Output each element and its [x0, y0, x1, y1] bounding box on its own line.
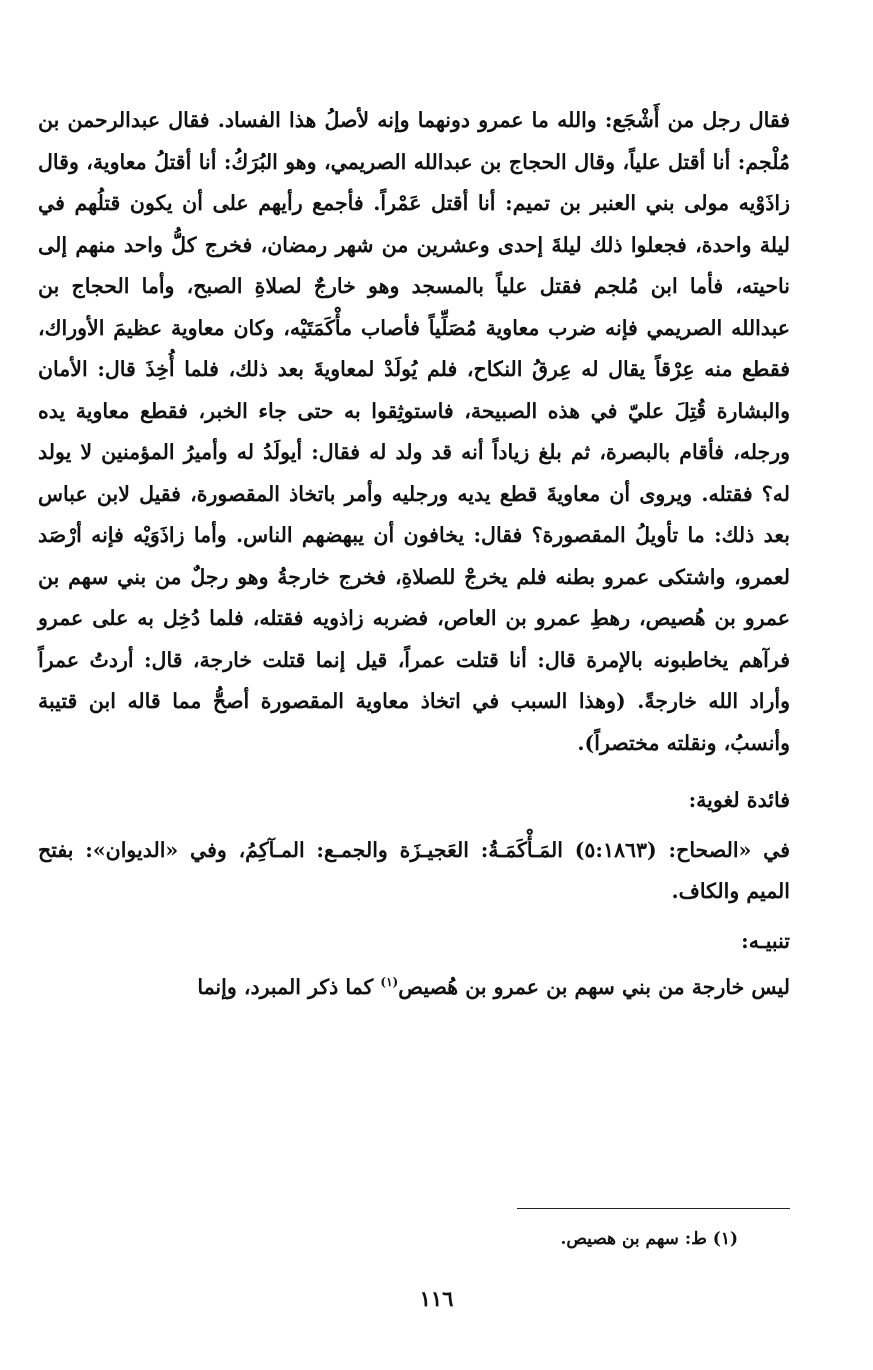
- footnote: (١) ط: سهم بن هصيص.: [560, 1229, 738, 1249]
- paragraph-caution-text-1: ليس خارجة من بني سهم بن عمرو بن هُصيص: [398, 974, 790, 999]
- page-number: ١١٦: [419, 1286, 454, 1311]
- page-body: [38, 100, 790, 1008]
- paragraph-main: فقال رجل من أَشْجَع: والله ما عمرو دونهما وإنه لأصلُ هذا الفساد. فقال عبدالرحمن بن مُلْجم: أنا أقتل علياً، وقال الحجاج بن عبدالله الصريمي، وهو البُرَكُ: أنا أقتلُ معاوية، وقال زاذَوْيه مولى بني العنبر بن تميم: أنا أقتل عَمْراً. فأجمع رأيهم على أن يكون قتلُهم في ليلة واحدة، فجعلوا ذلك ليلةَ إحدى وعشرين من شهر رمضان، فخرج كلُّ واحد منهم إلى ناحيته، فأما ابن مُلجم فقتل علياً بالمسجد وهو خارجٌ لصلاةِ الصبح، وأما الحجاج بن عبدالله الصريمي فإنه ضرب معاوية مُصَلِّياً فأصاب مأْكَمَتَيْه، وكان معاوية عظيمَ الأوراك، فقطع منه عِرْقاً يقال له عِرقُ النكاح، فلم يُولَدْ لمعاويةَ بعد ذلك، فلما أُخِذَ قال: الأمان والبشارة قُتِلَ عليّ في هذه الصبيحة، فاستوثِقوا به حتى جاء الخبر، فقطع معاوية يده ورجله، فأقام بالبصرة، ثم بلغ زياداً أنه قد ولد له فقال: أيولَدُ له وأميرُ المؤمنين لا يولد له؟ فقتله. ويروى أن معاويةَ قطع يديه ورجليه وأمر باتخاذ المقصورة، فقيل لابن عباس بعد ذلك: ما تأويلُ المقصورة؟ فقال: يخافون أن يبهضهم الناس. وأما زاذَوَيْه فإنه أرْصَد لعمرو، واشتكى عمرو بطنه فلم يخرجْ للصلاةِ، فخرج خارجةُ وهو رجلٌ من بني سهم بن عمرو بن هُصيص، رهطِ عمرو بن العاص، فضربه زاذويه فقتله، فلما دُخِل به على عمرو فرآهم يخاطبونه بالإمرة قال: أنا قتلت عمراً، قيل إنما قتلت خارجة، قال: أردتُ عمراً وأراد الله خارجةً. (وهذا السبب في اتخاذ معاوية المقصورة أصحُّ مما قاله ابن قتيبة وأنسبُ، ونقلته مختصراً).: [38, 108, 790, 755]
- paragraph-caution-text-2: كما ذكر المبرد، وإنما: [197, 974, 381, 999]
- footnote-marker: (١): [380, 975, 399, 989]
- paragraph-linguistic-note: في «الصحاح: (٥:١٨٦٣) المَـأْكَمَـةُ: العَجيـزَة والجمـع: المـآكِمُ، وفي «الديوان»: بفتح الميم والكاف.: [38, 837, 790, 903]
- footnote-divider: [517, 1208, 790, 1209]
- paragraph-caution: [38, 962, 790, 1008]
- heading-linguistic-note: فائدة لغوية:: [688, 788, 790, 812]
- heading-caution: تنبيـه:: [741, 928, 790, 953]
